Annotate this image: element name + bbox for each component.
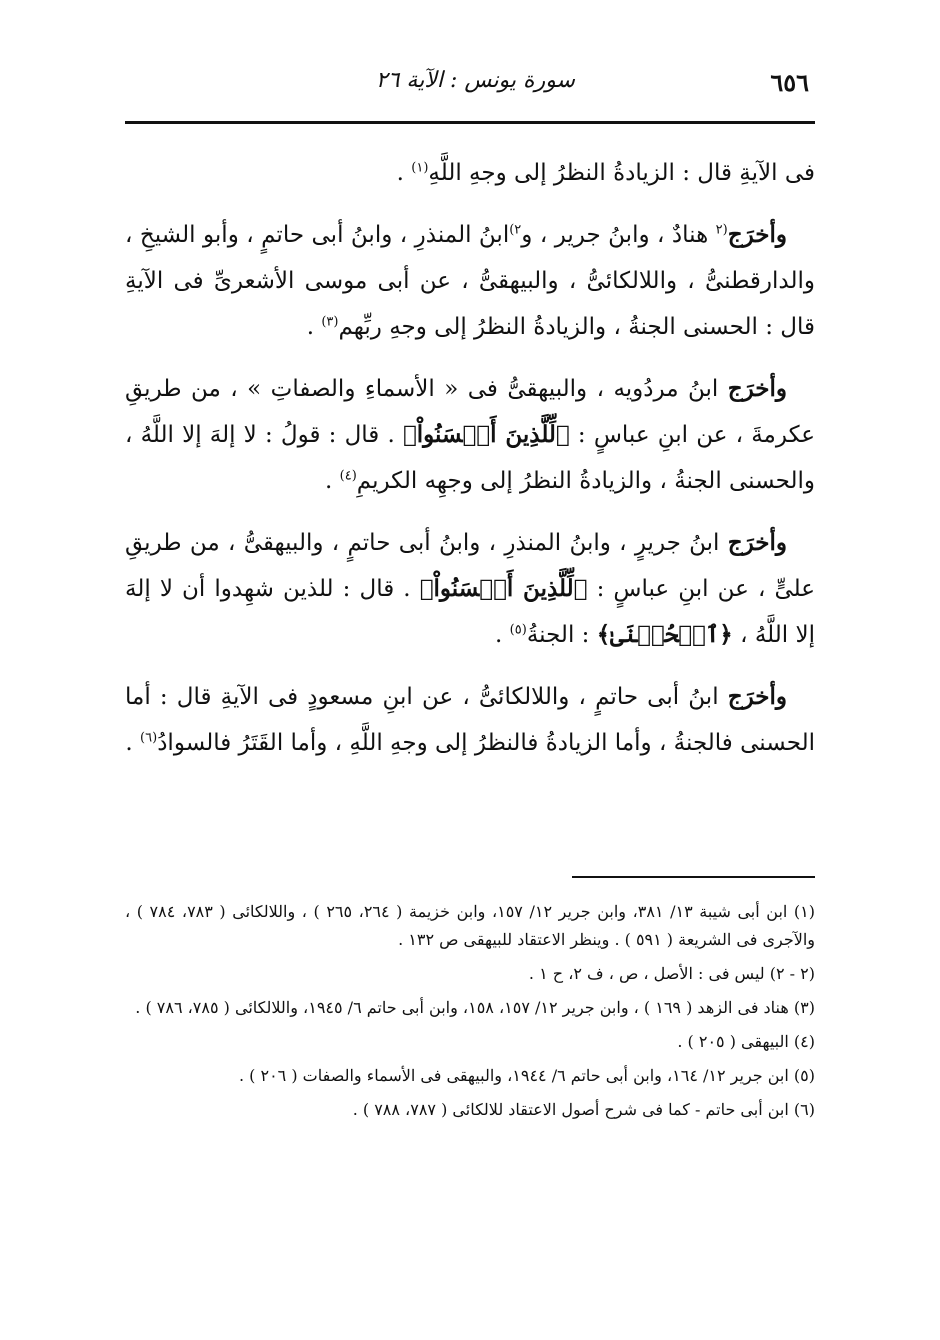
paragraph-text: . قال : قولُ : لا إلهَ إلا اللَّهُ ، والحسنى الجنةُ ، والزيادةُ النظرُ إلى وجهِه الكريمِ: [125, 422, 815, 494]
paragraph-end: .: [306, 314, 322, 340]
paragraph-text: ابنُ مردُويه ، والبيهقىُّ فى « الأسماءِ والصفاتِ » ، من طريقِ عكرمةَ ، عن ابنِ عباسٍ :: [125, 376, 815, 448]
paragraph-1: [125, 150, 815, 196]
running-title: سورة يونس : الآية ٢٦: [375, 68, 575, 93]
footnotes: [125, 898, 815, 1130]
lead-word: وأخرَج: [727, 375, 787, 402]
page-header: [125, 62, 815, 116]
paragraph-text: فى الآيةِ قال : الزيادةُ النظرُ إلى وجهِ اللَّهِ: [428, 160, 815, 186]
paragraph-text: . قال : للذين شهِدوا أن لا إلهَ إلا اللَّهُ ،: [125, 576, 815, 648]
paragraph-text: ابنُ المنذرِ ، وابنُ أبى حاتمٍ ، وأبو الشيخِ ، والدارقطنىُّ ، واللالكائىُّ ، والبيهقىُّ ، عن أبى موسى الأشعرىِّ فى الآيةِ قال : الحسنى الجنةُ ، والزيادةُ النظرُ إلى وجهِ ربِّهم: [125, 222, 815, 340]
footnote-6: (٦) ابن أبى حاتم - كما فى شرح أصول الاعتقاد للالكائى ( ٧٨٧، ٧٨٨ ) .: [352, 1100, 815, 1119]
footnote-3: (٣) هناد فى الزهد ( ١٦٩ ) ، وابن جرير ١٢/ ١٥٧، ١٥٨، وابن أبى حاتم ٦/ ١٩٤٥، واللالكائى ( ٧٨٥، ٧٨٦ ) .: [135, 998, 815, 1017]
footnote-ref[interactable]: (٣): [321, 314, 339, 330]
quran-quote: ﴿لِّلَّذِينَ أَحۡسَنُواْ﴾: [419, 575, 588, 602]
paragraph-3: [125, 366, 815, 504]
paragraph-4: [125, 520, 815, 658]
paragraph-end: .: [325, 468, 340, 494]
paragraph-5: [125, 674, 815, 766]
footnote-ref[interactable]: ٢): [509, 222, 522, 238]
quran-quote: ﴿ٱلۡحُسۡنَىٰ﴾: [596, 621, 733, 648]
footnote-4: (٤) البيهقى ( ٢٠٥ ) .: [677, 1032, 815, 1051]
footnote-ref[interactable]: (٦): [140, 730, 158, 746]
page-number: ٦٥٦: [770, 68, 809, 97]
footnote-ref[interactable]: (٤): [339, 468, 357, 484]
footnote-5: (٥) ابن جرير ١٢/ ١٦٤، وابن أبى حاتم ٦/ ١٩٤٤، والبيهقى فى الأسماء والصفات ( ٢٠٦ ) .: [238, 1066, 815, 1085]
paragraph-text: ابنُ أبى حاتمٍ ، واللالكائىُّ ، عن ابنِ مسعودٍ فى الآيةِ قال : أما الحسنى فالجنةُ ، وأما الزيادةُ فالنظرُ إلى وجهِ اللَّهِ ، وأما القَتَرُ فالسوادُ: [125, 684, 815, 756]
paragraph-text: ابنُ جريرٍ ، وابنُ المنذرِ ، وابنُ أبى حاتمٍ ، والبيهقىُّ ، من طريقِ علىٍّ ، عن ابنِ عباسٍ :: [125, 530, 816, 602]
paragraph-end: .: [396, 160, 412, 186]
paragraph-end: .: [495, 622, 510, 648]
footnote-ref[interactable]: (١): [411, 160, 429, 176]
footnote-separator: [572, 876, 815, 878]
lead-word: وأخرَج: [727, 683, 787, 710]
footnote-2: (٢ - ٢) ليس فى : الأصل ، ص ، ف ٢، ح ١ .: [528, 964, 815, 983]
header-rule: [125, 121, 815, 124]
quran-quote: ﴿لِّلَّذِينَ أَحۡسَنُواْ﴾: [402, 421, 570, 448]
footnote-ref[interactable]: (٢: [715, 222, 728, 238]
lead-word: وأخرَج: [727, 529, 787, 556]
paragraph-text: : الجنةُ: [526, 622, 597, 648]
paragraph-end: .: [125, 730, 141, 756]
paragraph-2: [125, 212, 815, 350]
paragraph-text: هنادٌ ، وابنُ جرير ، و: [521, 222, 716, 248]
main-text: [125, 150, 815, 782]
lead-word: وأخرَج: [727, 221, 787, 248]
footnote-ref[interactable]: (٥): [509, 622, 527, 638]
footnote-1: (١) ابن أبى شيبة ١٣/ ٣٨١، وابن جرير ١٢/ ١٥٧، وابن خزيمة ( ٢٦٤، ٢٦٥ ) ، واللالكائى ( ٧٨٣، ٧٨٤ ) ، والآجرى فى الشريعة ( ٥٩١ ) . وينظر الاعتقاد للبيهقى ص ١٣٢ .: [125, 902, 815, 949]
